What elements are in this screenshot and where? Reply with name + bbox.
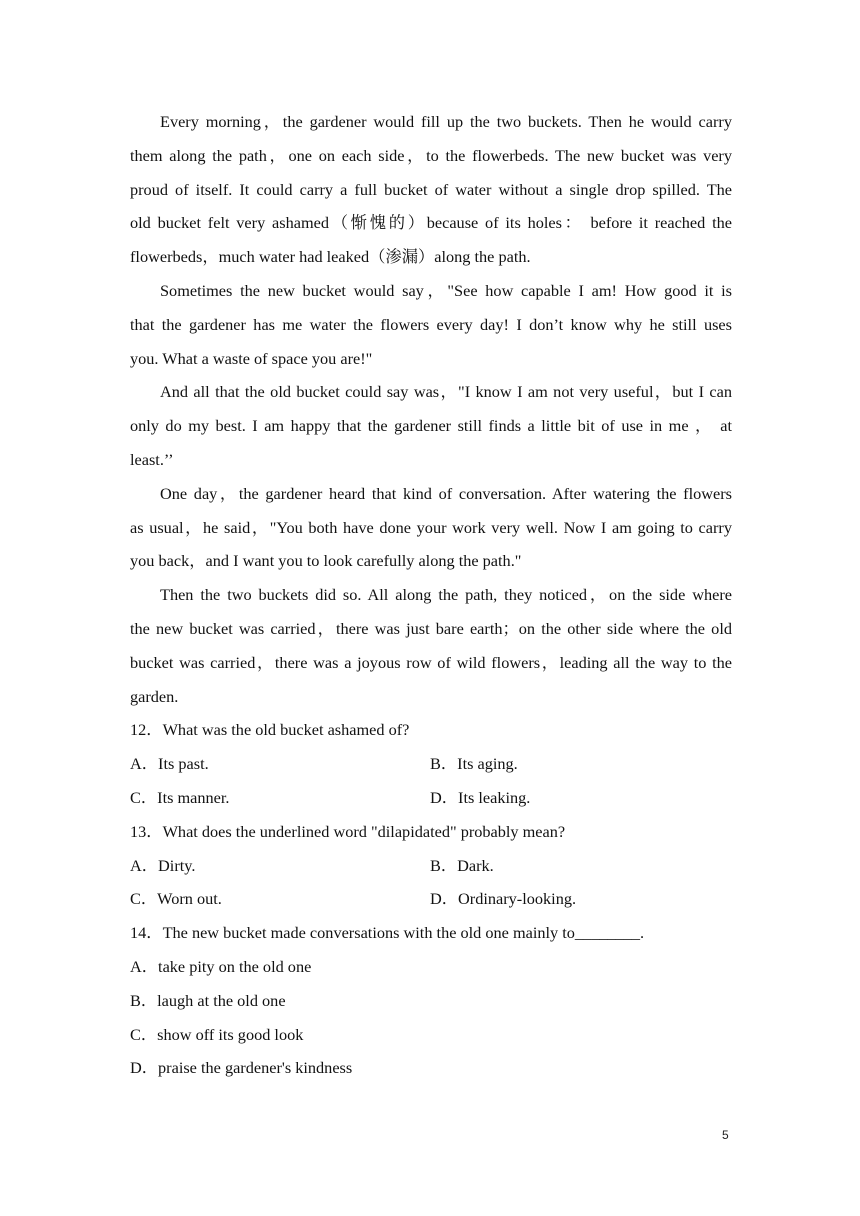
question-14-option-c: C．show off its good look [130, 1024, 304, 1044]
page-content [130, 105, 732, 1085]
passage-line: And all that the old bucket could say was，"I know I am not very useful，but I can [160, 382, 732, 402]
passage-line: One day，the gardener heard that kind of conversation. After watering the flowers [160, 483, 732, 503]
question-14-option-a: A．take pity on the old one [130, 956, 312, 976]
question-14-option-d: D．praise the gardener's kindness [130, 1058, 353, 1078]
passage-line: only do my best. I am happy that the gardener still finds a little bit of use in me ， at [130, 416, 732, 436]
passage-line: as usual，he said，"You both have done your work very well. Now I am going to carry [130, 517, 732, 537]
page-number: 5 [722, 1128, 729, 1142]
passage-line: old bucket felt very ashamed（惭愧的）because of its holes： before it reached the [130, 213, 732, 233]
question-12-option-a: A．Its past. [130, 754, 209, 774]
passage-line: least.’’ [130, 449, 174, 469]
passage-line: you back，and I want you to look carefully along the path." [130, 551, 522, 571]
question-13-options-row-2 [130, 882, 732, 916]
question-12-stem: 12．What was the old bucket ashamed of? [130, 720, 410, 740]
passage-line: proud of itself. It could carry a full bucket of water without a single drop spilled. The [130, 179, 732, 199]
question-13-option-c: C．Worn out. [130, 889, 222, 909]
question-13-option-d: D．Ordinary-looking. [430, 889, 577, 909]
passage-line: bucket was carried，there was a joyous row of wild flowers，leading all the way to the [130, 652, 732, 672]
question-12-option-c: C．Its manner. [130, 787, 230, 807]
question-13-stem: 13．What does the underlined word "dilapidated" probably mean? [130, 821, 566, 841]
question-13-options-row-1 [130, 849, 732, 883]
question-12-options-row-2 [130, 781, 732, 815]
passage-line: the new bucket was carried，there was just bare earth；on the other side where the old [130, 618, 732, 638]
question-14-option-b: B．laugh at the old one [130, 990, 286, 1010]
question-14-stem: 14．The new bucket made conversations with the old one mainly to________. [130, 923, 645, 943]
passage-line: that the gardener has me water the flowers every day! I don’t know why he still uses [130, 314, 732, 334]
passage-line: them along the path，one on each side，to the flowerbeds. The new bucket was very [130, 145, 732, 165]
passage-line: Every morning，the gardener would fill up the two buckets. Then he would carry [160, 112, 732, 131]
passage-line: Sometimes the new bucket would say，"See how capable I am! How good it is [160, 280, 732, 300]
passage-line: flowerbeds，much water had leaked（渗漏）along the path. [130, 247, 531, 267]
question-12-option-d: D．Its leaking. [430, 787, 531, 807]
question-13-option-b: B．Dark. [430, 855, 494, 875]
question-12-options-row-1 [130, 747, 732, 781]
question-12-option-b: B．Its aging. [430, 754, 518, 774]
question-13-option-a: A．Dirty. [130, 855, 196, 875]
passage-line: garden. [130, 686, 179, 706]
passage-line: you. What a waste of space you are!" [130, 348, 373, 368]
passage-line: Then the two buckets did so. All along the path, they noticed，on the side where [160, 585, 732, 605]
